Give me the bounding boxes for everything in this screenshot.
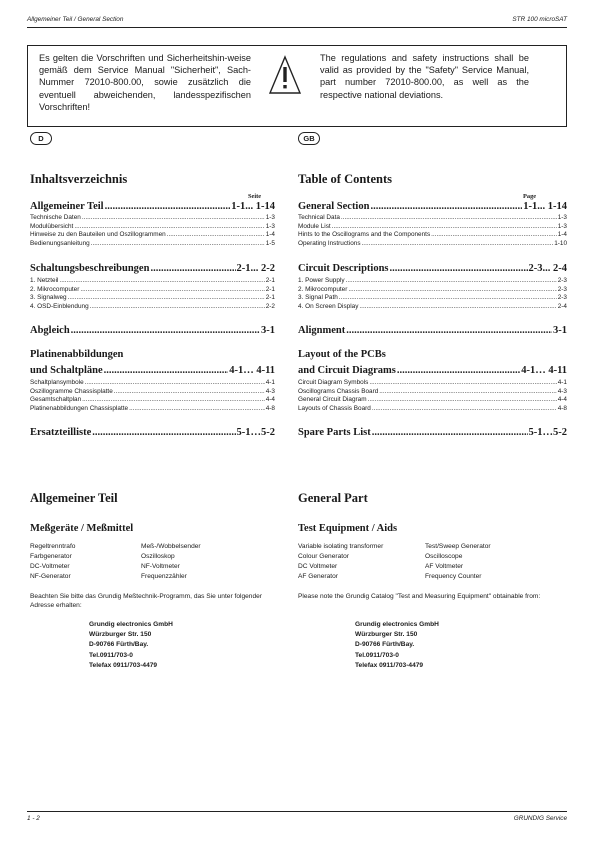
catalog-note-en: Please note the Grundig Catalog "Test and Measuring Equipment" obtainable from: <box>298 593 541 600</box>
general-title-en: General Part <box>298 491 368 505</box>
toc-row: General Circuit Diagram ..... 4-4 <box>298 396 567 405</box>
catalog-note-de: Beachten Sie bitte das Grundig Meßtechnik-Programm, das Sie unter folgender Adresse erhalten: <box>30 593 263 610</box>
address-de: Grundig electronics GmbH Würzburger Str. 150 D-90766 Fürth/Bay. Tel.0911/703-0 Telefax 0911/703-4479 <box>89 621 173 669</box>
toc-row: Hinweise zu den Bauteilen und Oszillogrammen ..... 1-4 <box>30 231 275 240</box>
toc-row: 2. Mikrocomputer ..... 2-3 <box>298 286 567 295</box>
general-title-de: Allgemeiner Teil <box>30 491 118 505</box>
safety-notice-de: Es gelten die Vorschriften und Sicherheitshin-weise gemäß dem Service Manual "Sicherheit", Sach-Nummer 72010-800.00, sowie zusätzlich die eventuell abweichenden, landesspezifischen Vorschriften! <box>39 53 251 112</box>
toc-row: 1. Power Supply ..... 2-3 <box>298 277 567 286</box>
toc-row: Layouts of Chassis Board ..... 4-8 <box>298 405 567 414</box>
toc-row: Oszillogramme Chassisplatte ..... 4-3 <box>30 388 275 397</box>
toc-section-de-5: Ersatzteilliste ..... 5-1…5-2 <box>30 427 275 438</box>
toc-row: 4. On Screen Display ..... 2-4 <box>298 303 567 312</box>
toc-row: 3. Signal Path ..... 2-3 <box>298 294 567 303</box>
toc-row: Modulübersicht ..... 1-3 <box>30 223 275 232</box>
toc-section-en-5: Spare Parts List ..... 5-1…5-2 <box>298 427 567 438</box>
toc-label: Allgemeiner Teil <box>30 201 104 212</box>
equipment-subtitle-en: Test Equipment / Aids <box>298 523 398 534</box>
toc-title-de: Inhaltsverzeichnis <box>30 172 128 186</box>
safety-notice-en: The regulations and safety instructions shall be valid as provided by the "Safety" Service Manual, part number 72010-800.00, as well as the respective national deviations. <box>320 53 529 100</box>
toc-row: Hints to the Oscillograms and the Components ..... 1-4 <box>298 231 567 240</box>
toc-row: Platinenabbildungen Chassisplatte ..... 4-8 <box>30 405 275 414</box>
header-rule <box>27 27 567 28</box>
address-en: Grundig electronics GmbH Würzburger Str. 150 D-90766 Fürth/Bay. Tel.0911/703-0 Telefax 0911/703-4479 <box>355 621 439 669</box>
toc-section-de-4: und Schaltpläne ..... 4-1… 4-11 <box>30 365 275 376</box>
toc-row: 2. Mikrocomputer ..... 2-1 <box>30 286 275 295</box>
equipment-subtitle-de: Meßgeräte / Meßmittel <box>30 523 134 534</box>
equipment-list-en-col2: Test/Sweep Generator Oscilloscope AF Voltmeter Frequency Counter <box>425 543 491 580</box>
toc-section-en-1: General Section ..... 1-1... 1-14 <box>298 201 567 212</box>
toc-title-en: Table of Contents <box>298 172 392 186</box>
toc-row: Technische Daten ..... 1-3 <box>30 214 275 223</box>
toc-row: Circuit Diagram Symbols ..... 4-1 <box>298 379 567 388</box>
toc-row: Gesamtschaltplan ..... 4-4 <box>30 396 275 405</box>
toc-section-en-2: Circuit Descriptions ..... 2-3... 2-4 <box>298 263 567 274</box>
toc-section-en-4-line1: Layout of the PCBs <box>298 349 386 360</box>
warning-triangle-icon <box>268 55 302 100</box>
toc-section-en-4: and Circuit Diagrams ..... 4-1… 4-11 <box>298 365 567 376</box>
equipment-list-de-col2: Meß-/Wobbelsender Oszilloskop NF-Voltmeter Frequenzzähler <box>141 543 201 580</box>
language-badge-de: D <box>30 132 52 145</box>
footer-rule <box>27 811 567 812</box>
header-left: Allgemeiner Teil / General Section <box>27 16 124 23</box>
toc-row: 3. Signalweg ..... 2-1 <box>30 294 275 303</box>
equipment-list-de-col1: Regeltrenntrafo Farbgenerator DC-Voltmeter NF-Generator <box>30 543 76 580</box>
page-label-de: Seite <box>248 193 262 200</box>
toc-section-de-1 <box>30 201 275 212</box>
footer-brand: GRUNDIG Service <box>513 815 567 822</box>
toc-section-de-3: Abgleich ..... 3-1 <box>30 325 275 336</box>
language-badge-gb: GB <box>298 132 320 145</box>
toc-row: Schaltplansymbole ..... 4-1 <box>30 379 275 388</box>
page-number: 1 - 2 <box>27 815 40 822</box>
equipment-list-en-col1: Variable isolating transformer Colour Generator DC Voltmeter AF Generator <box>298 543 384 580</box>
page-label-en: Page <box>523 193 537 200</box>
toc-row: 1. Netzteil ..... 2-1 <box>30 277 275 286</box>
toc-page: 1-1... 1-14 <box>231 201 275 212</box>
toc-row: Technical Data ..... 1-3 <box>298 214 567 223</box>
toc-row: Module List ..... 1-3 <box>298 223 567 232</box>
toc-section-de-4-line1: Platinenabbildungen <box>30 349 124 360</box>
toc-row: 4. OSD-Einblendung ..... 2-2 <box>30 303 275 312</box>
toc-row: Operating Instructions ..... 1-10 <box>298 240 567 249</box>
toc-row: Oscillograms Chassis Board ..... 4-3 <box>298 388 567 397</box>
header-right: STR 100 microSAT <box>512 16 567 23</box>
toc-section-en-3: Alignment ..... 3-1 <box>298 325 567 336</box>
toc-section-de-2: Schaltungsbeschreibungen ..... 2-1... 2-2 <box>30 263 275 274</box>
toc-row: Bedienungsanleitung ..... 1-5 <box>30 240 275 249</box>
